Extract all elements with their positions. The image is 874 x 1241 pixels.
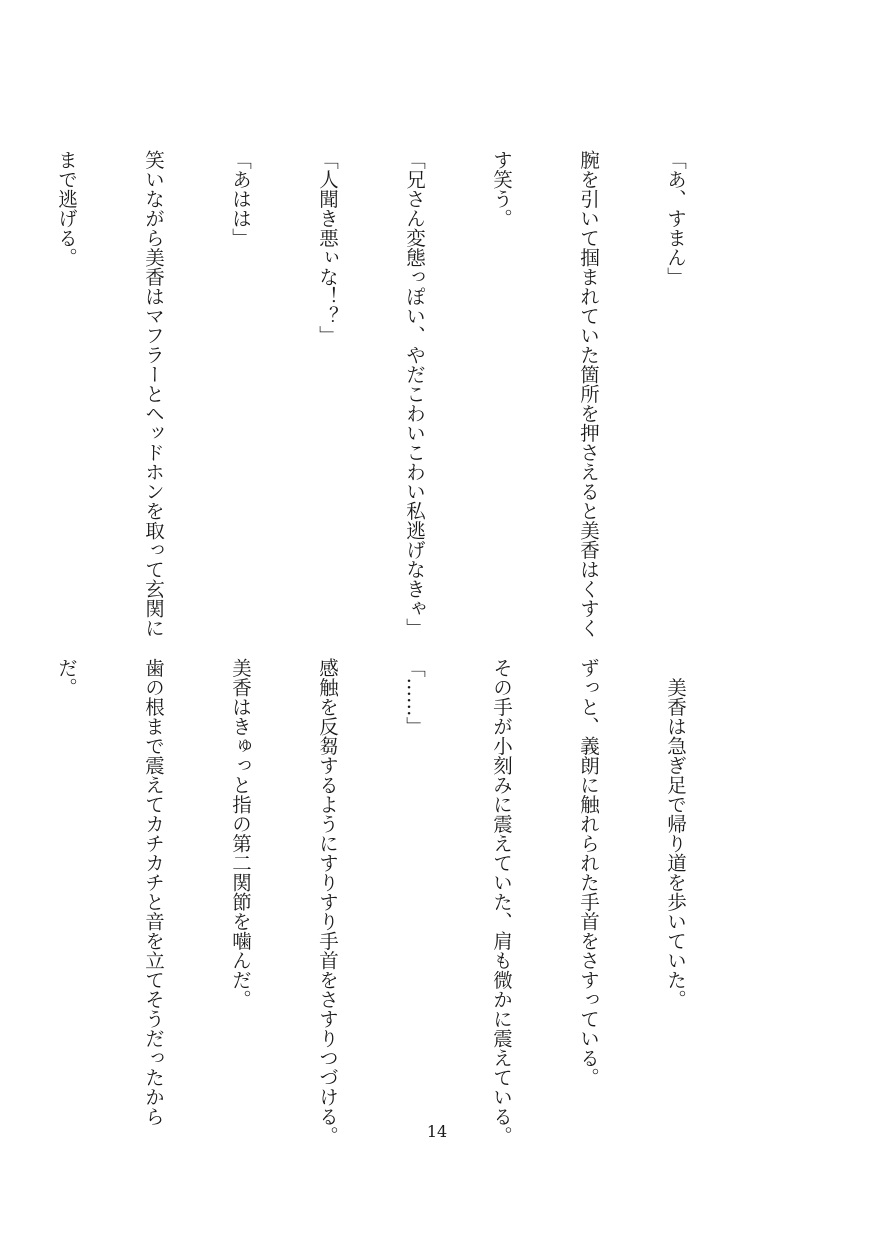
text-line: 美香はきゅっと指の第二関節を噛んだ。 <box>229 658 252 1009</box>
text-line: だ。 <box>55 658 78 697</box>
text-line: その手が小刻みに震えていた、肩も微かに震えている。 <box>490 658 513 1146</box>
text-line: 歯の根まで震えてカチカチと音を立てそうだったから <box>142 658 165 1126</box>
text-line: 笑いながら美香はマフラーとヘッドホンを取って玄関に <box>142 150 165 638</box>
text-line: 「あはは」 <box>229 150 252 248</box>
page-number: 14 <box>426 1122 448 1141</box>
text-line: まで逃げる。 <box>55 150 78 267</box>
text-line: 「あ、すまん」 <box>664 150 687 287</box>
text-line: 感触を反芻するようにすりすり手首をさすりつづける。 <box>316 658 339 1146</box>
text-line: 腕を引いて掴まれていた箇所を押さえると美香はくすく <box>577 150 600 638</box>
text-line: す笑う。 <box>490 150 513 228</box>
text-line: 美香は急ぎ足で帰り道を歩いていた。 <box>664 658 687 1009</box>
text-line: 「……」 <box>403 658 426 736</box>
upper-text-block <box>0 150 748 638</box>
text-line: 「兄さん変態っぽい、やだこわいこわい私逃げなきゃ」 <box>403 150 426 638</box>
text-line: ずっと、義朗に触れられた手首をさすっている。 <box>577 658 600 1087</box>
text-line: 「人聞き悪ぃな！？」 <box>316 150 339 345</box>
